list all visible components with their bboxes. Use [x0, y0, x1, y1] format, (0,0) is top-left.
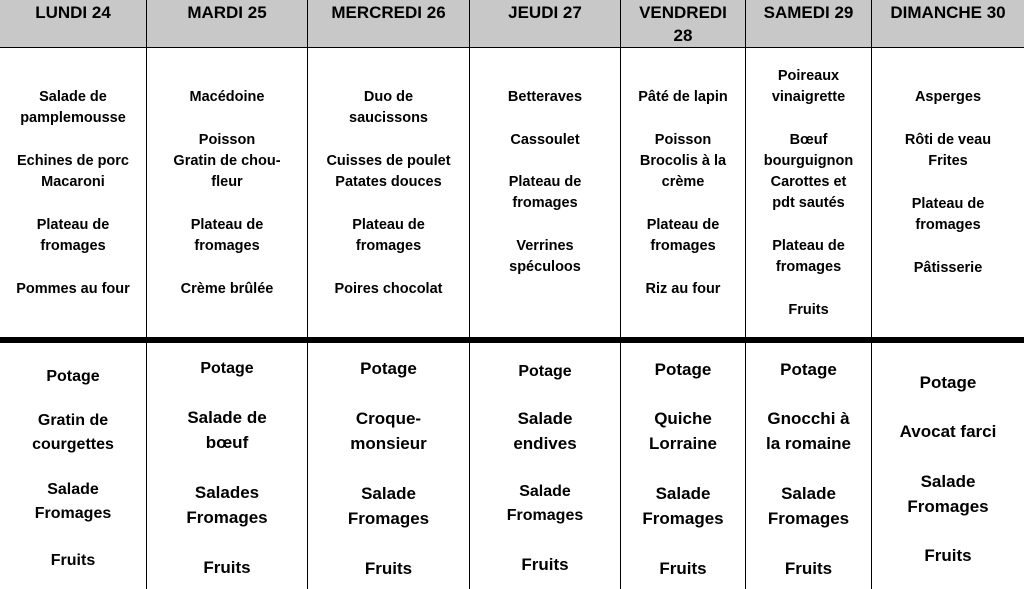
- dinner-dish: Gnocchi à la romaine: [765, 409, 852, 453]
- dinner-dish: Potage: [780, 360, 837, 379]
- column-divider: [745, 0, 746, 589]
- dinner-dish: Quiche Lorraine: [648, 409, 718, 453]
- dinner-dish: Fruits: [784, 559, 833, 578]
- dinner-cell-jeudi: [470, 343, 620, 589]
- day-header-samedi: SAMEDI 29: [763, 3, 854, 22]
- lunch-dish: Plateau de fromages: [352, 217, 425, 254]
- lunch-cell-jeudi: [470, 48, 620, 338]
- lunch-cell-vendredi: [621, 48, 745, 338]
- dinner-cell-mercredi: [308, 343, 469, 589]
- column-divider: [620, 0, 621, 589]
- dinner-dish: Gratin de courgettes: [32, 412, 114, 453]
- lunch-dish: Asperges: [914, 89, 982, 105]
- column-divider: [871, 0, 872, 589]
- day-header-jeudi: JEUDI 27: [508, 3, 582, 22]
- lunch-dish: Pâtisserie: [913, 260, 983, 276]
- dinner-cell-mardi: [147, 343, 307, 589]
- column-divider: [146, 0, 147, 589]
- lunch-dish: Duo de saucissons: [349, 89, 428, 126]
- lunch-dish: Betteraves: [507, 89, 583, 105]
- dinner-dish: Avocat farci: [899, 422, 997, 441]
- dinner-dish: Salade de bœuf: [187, 408, 267, 452]
- dinner-dish: Salade endives: [513, 409, 577, 453]
- dinner-dish: Salade Fromages: [642, 484, 724, 528]
- dinner-dish: Salade Fromages: [767, 484, 850, 528]
- lunch-cell-mercredi: [308, 48, 469, 338]
- lunch-dish: Bœuf bourguignon Carottes et pdt sautés: [763, 132, 854, 211]
- dinner-dish: Fruits: [50, 552, 96, 569]
- lunch-dish: Poisson Brocolis à la crème: [639, 132, 727, 190]
- dinner-dish: Fruits: [203, 558, 251, 577]
- lunch-dish: Poireaux vinaigrette: [771, 68, 846, 105]
- lunch-dish: Fruits: [788, 302, 829, 318]
- dinner-dish: Potage: [919, 373, 977, 392]
- dinner-dish: Salade Fromages: [907, 472, 989, 516]
- dinner-dish: Potage: [654, 360, 712, 379]
- dinner-dish: Fruits: [521, 555, 569, 574]
- lunch-dish: Plateau de fromages: [190, 217, 264, 254]
- day-header-vendredi: VENDREDI 28: [639, 3, 727, 45]
- dinner-dish: Salades Fromages: [186, 483, 268, 527]
- dinner-cell-lundi: [0, 343, 146, 589]
- lunch-dish: Cassoulet: [510, 132, 580, 148]
- dinner-dish: Salade Fromages: [506, 483, 584, 524]
- lunch-dish: Plateau de fromages: [508, 174, 582, 211]
- dinner-cell-dimanche: [872, 343, 1024, 589]
- dinner-dish: Potage: [46, 368, 100, 385]
- day-header-lundi: LUNDI 24: [35, 3, 111, 22]
- dinner-dish: Salade Fromages: [347, 484, 430, 528]
- lunch-dish: Verrines spéculoos: [509, 238, 581, 275]
- dinner-cell-samedi: [746, 343, 871, 589]
- lunch-cell-mardi: [147, 48, 307, 338]
- lunch-dish: Salade de pamplemousse: [20, 89, 126, 126]
- dinner-dish: Potage: [360, 359, 417, 378]
- lunch-dish: Macédoine: [189, 89, 265, 105]
- lunch-dish: Cuisses de poulet Patates douces: [326, 153, 451, 190]
- lunch-cell-dimanche: [872, 48, 1024, 338]
- dinner-dish: Fruits: [659, 559, 707, 578]
- dinner-dish: Croque- monsieur: [350, 409, 427, 453]
- lunch-dish: Echines de porc Macaroni: [16, 153, 129, 190]
- lunch-dish: Plateau de fromages: [772, 238, 845, 275]
- lunch-dish: Plateau de fromages: [911, 196, 985, 233]
- lunch-dish: Pâté de lapin: [638, 89, 728, 105]
- day-header-mercredi: MERCREDI 26: [331, 3, 446, 22]
- lunch-dish: Plateau de fromages: [36, 217, 110, 254]
- lunch-dish: Rôti de veau Frites: [904, 132, 992, 169]
- lunch-dish: Plateau de fromages: [646, 217, 720, 254]
- dinner-dish: Fruits: [364, 559, 413, 578]
- dinner-dish: Salade Fromages: [34, 481, 112, 522]
- lunch-cell-lundi: [0, 48, 146, 338]
- column-divider: [469, 0, 470, 589]
- column-divider: [307, 0, 308, 589]
- dinner-dish: Potage: [200, 360, 254, 377]
- lunch-cell-samedi: [746, 48, 871, 338]
- dinner-cell-vendredi: [621, 343, 745, 589]
- day-header-mardi: MARDI 25: [187, 3, 267, 22]
- dinner-dish: Fruits: [924, 546, 972, 565]
- lunch-dish: Poisson Gratin de chou- fleur: [173, 132, 281, 190]
- dinner-dish: Potage: [518, 363, 572, 380]
- day-header-dimanche: DIMANCHE 30: [890, 3, 1006, 22]
- lunch-dish: Poires chocolat: [334, 281, 443, 297]
- lunch-dish: Riz au four: [645, 281, 721, 297]
- lunch-dish: Crème brûlée: [180, 281, 274, 297]
- lunch-dish: Pommes au four: [16, 281, 130, 297]
